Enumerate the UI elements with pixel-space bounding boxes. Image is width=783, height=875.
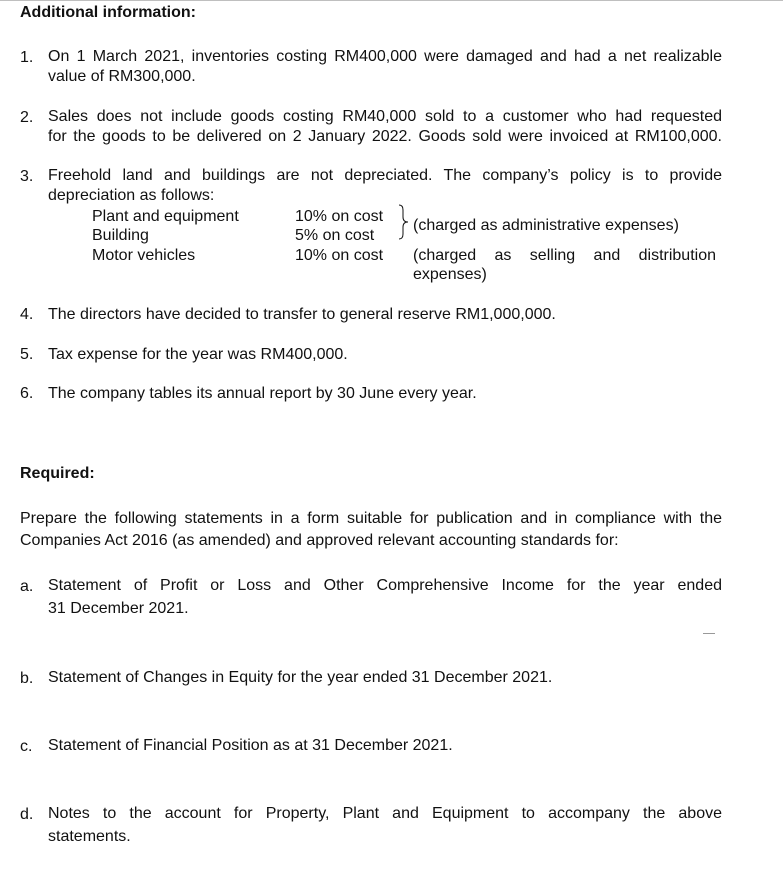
item-5-text: Tax expense for the year was RM400,000. xyxy=(48,346,348,363)
item-3-line-1: Freehold land and buildings are not depreciated. The company’s policy is to provide xyxy=(48,167,722,184)
dep-rate-plant: 10% on cost xyxy=(295,208,384,225)
dep-rate-motor: 10% on cost xyxy=(295,247,384,264)
task-d-line-1: Notes to the account for Property, Plant and Equipment to accompany the above xyxy=(48,805,722,822)
dep-asset-motor: Motor vehicles xyxy=(92,247,196,264)
task-b-text: Statement of Changes in Equity for the year ended 31 December 2021. xyxy=(48,669,553,686)
dep-selling-note-line-2: expenses) xyxy=(413,266,487,283)
item-number: 3. xyxy=(20,168,34,185)
task-letter: d. xyxy=(20,806,34,823)
top-divider xyxy=(0,0,783,1)
dep-asset-building: Building xyxy=(92,227,149,244)
stray-mark xyxy=(703,633,715,634)
task-a-line-2: 31 December 2021. xyxy=(48,600,189,617)
item-2-line-2: for the goods to be delivered on 2 January 2022. Goods sold were invoiced at RM100,000. xyxy=(48,128,722,145)
required-heading: Required: xyxy=(20,465,95,482)
dep-selling-note-line-1: (charged as selling and distribution xyxy=(413,247,716,264)
task-letter: a. xyxy=(20,578,34,595)
dep-admin-note: (charged as administrative expenses) xyxy=(413,217,679,234)
curly-brace-icon xyxy=(397,204,413,240)
item-2-line-1: Sales does not include goods costing RM40,000 sold to a customer who had requested xyxy=(48,108,722,125)
task-a-line-1: Statement of Profit or Loss and Other Comprehensive Income for the year ended xyxy=(48,577,722,594)
item-number: 4. xyxy=(20,306,34,323)
required-intro-line-2: Companies Act 2016 (as amended) and approved relevant accounting standards for: xyxy=(20,532,619,549)
task-letter: c. xyxy=(20,738,33,755)
item-6-text: The company tables its annual report by 30 June every year. xyxy=(48,385,477,402)
additional-info-heading: Additional information: xyxy=(20,4,196,21)
item-number: 1. xyxy=(20,49,34,66)
required-intro-line-1: Prepare the following statements in a form suitable for publication and in compliance with the xyxy=(20,510,722,527)
task-d-line-2: statements. xyxy=(48,828,131,845)
item-3-line-2: depreciation as follows: xyxy=(48,187,215,204)
dep-rate-building: 5% on cost xyxy=(295,227,375,244)
item-number: 5. xyxy=(20,346,34,363)
task-c-text: Statement of Financial Position as at 31 December 2021. xyxy=(48,737,453,754)
item-1-line-2: value of RM300,000. xyxy=(48,68,196,85)
item-4-text: The directors have decided to transfer to general reserve RM1,000,000. xyxy=(48,306,556,323)
item-number: 2. xyxy=(20,109,34,126)
dep-asset-plant: Plant and equipment xyxy=(92,208,239,225)
item-1-line-1: On 1 March 2021, inventories costing RM400,000 were damaged and had a net realizable xyxy=(48,48,722,65)
item-number: 6. xyxy=(20,385,34,402)
task-letter: b. xyxy=(20,670,34,687)
